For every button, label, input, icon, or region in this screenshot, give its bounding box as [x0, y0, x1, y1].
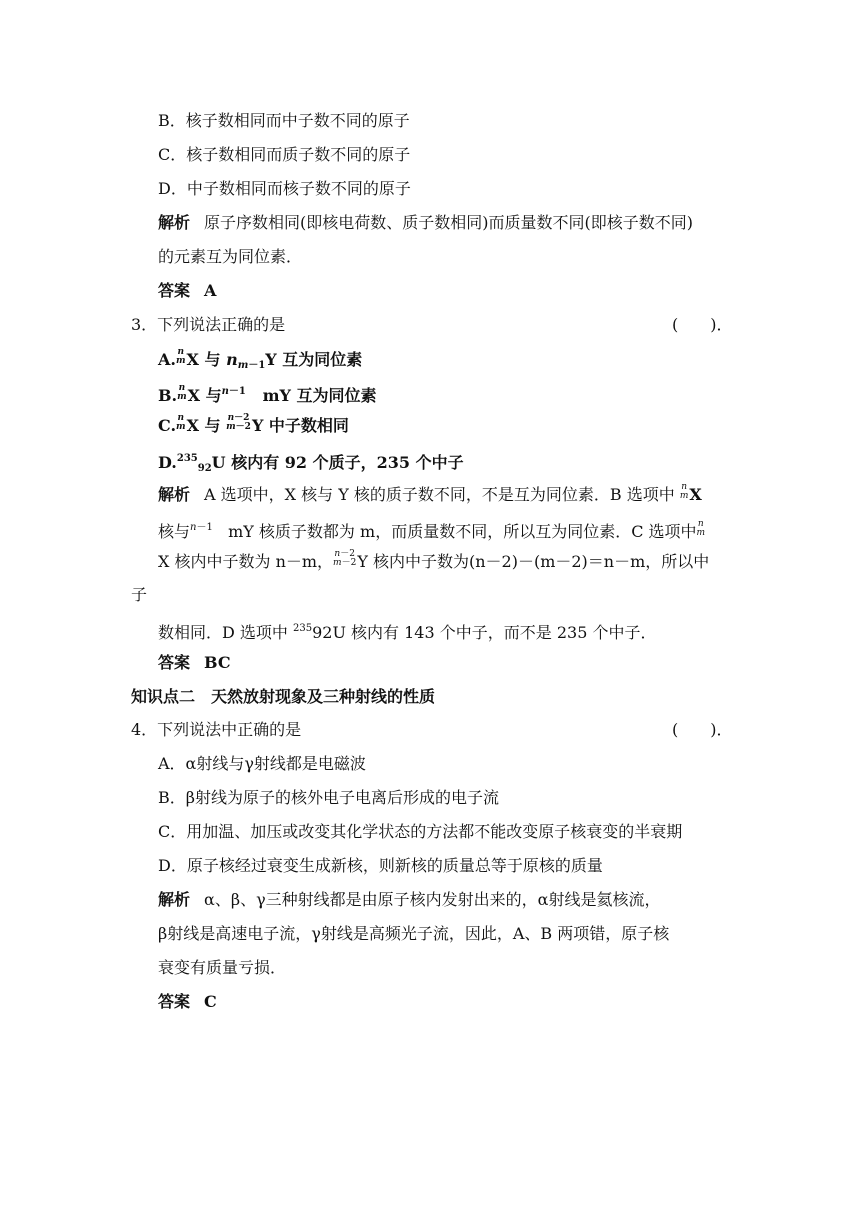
q3-option-a-symbol: X 与	[186, 350, 221, 369]
q2-option-b: B．核子数相同而中子数不同的原子	[158, 111, 410, 130]
q3-analysis-text-3-pre: X 核内中子数为 n－m，	[158, 552, 334, 571]
nuclide-m2-n2: n－2 m－2	[226, 413, 251, 432]
q3-option-a-letter: A.	[158, 350, 176, 369]
q3-analysis-text-2-pre: 核与	[158, 522, 191, 541]
q3-answer-bracket: ( )．	[672, 315, 733, 334]
q3-option-c-symbol: X 与	[186, 416, 221, 435]
nuclide-m2-n2: n－2 m－2	[333, 549, 357, 568]
q2-analysis-line-1	[158, 212, 693, 234]
q3-analysis-text-3: Y 核内中子数为(n－2)－(m－2)＝n－m，所以中	[357, 552, 710, 571]
q2-option-d: D．中子数相同而核子数不同的原子	[158, 179, 411, 198]
nuclide-m-n: n m	[679, 482, 689, 501]
q3-analysis-text-1-end: X	[689, 485, 702, 504]
q3-option-a: A. n m X 与 $n_{m-1}Y$ 互为同位素	[158, 347, 363, 371]
q3-answer-label: 答案	[158, 653, 191, 672]
q2-analysis-label: 解析	[158, 213, 191, 232]
q3-analysis-text-1: A 选项中，X 核与 Y 核的质子数不同，不是互为同位素．B 选项中	[204, 485, 675, 504]
q3-option-b: B. n m X 与$^{n-1}$ mY 互为同位素	[158, 383, 377, 405]
q4-analysis-line-3: 衰变有质量亏损．	[158, 958, 287, 977]
q3-answer-value: BC	[204, 653, 231, 672]
nuclide-m-n: n m	[696, 519, 706, 538]
nuclide-m-n: n m	[175, 347, 186, 366]
q4-option-b: B．β射线为原子的核外电子电离后形成的电子流	[158, 788, 500, 807]
q3-option-d-text: U 核内有 92 个质子，235 个中子	[211, 453, 464, 472]
q2-answer-line	[158, 280, 216, 302]
nuclide-m-n: n m	[176, 413, 186, 432]
section-heading: 知识点二 天然放射现象及三种射线的性质	[131, 687, 436, 706]
q2-answer-value: A	[204, 281, 217, 300]
q3-option-a-text: Y 互为同位素	[265, 350, 363, 369]
q3-option-b-text: mY 互为同位素	[262, 386, 377, 405]
q2-analysis-text-1: 原子序数相同(即核电荷数、质子数相同)而质量数不同(即核子数不同)	[204, 213, 693, 232]
q2-option-c: C．核子数相同而质子数不同的原子	[158, 145, 411, 164]
q3-option-b-symbol: X 与	[187, 386, 222, 405]
q4-option-a: A．α射线与γ射线都是电磁波	[158, 754, 366, 773]
q3-stem: 3．下列说法正确的是	[131, 315, 286, 334]
q4-analysis-line-1	[158, 889, 660, 911]
q3-analysis-line-3	[158, 550, 709, 573]
q3-analysis-label: 解析	[158, 485, 191, 504]
q3-option-c	[158, 414, 349, 437]
q2-answer-label: 答案	[158, 281, 191, 300]
q3-option-d: D.$^{235}_{92}$U 核内有 92 个质子，235 个中子	[158, 453, 464, 474]
q4-answer-label: 答案	[158, 992, 191, 1011]
q4-analysis-line-2: β射线是高速电子流，γ射线是高频光子流，因此，A、B 两项错，原子核	[158, 924, 670, 943]
q4-analysis-text-1: α、β、γ三种射线都是由原子核内发射出来的，α射线是氦核流，	[204, 890, 661, 909]
q3-answer-line	[158, 652, 231, 674]
q4-option-c: C．用加温、加压或改变其化学状态的方法都不能改变原子核衰变的半衰期	[158, 822, 683, 841]
q4-answer-value: C	[204, 992, 217, 1011]
q4-stem: 4．下列说法中正确的是	[131, 720, 302, 739]
q3-option-c-letter: C.	[158, 416, 177, 435]
q3-analysis-line-1	[158, 483, 702, 506]
q4-answer-line	[158, 991, 217, 1013]
q3-option-b-letter: B.	[158, 386, 178, 405]
q3-analysis-text-5-tail: 92U 核内有 143 个中子，而不是 235 个中子．	[312, 623, 657, 642]
q3-analysis-line-4: 子	[131, 585, 148, 604]
q2-analysis-line-2: 的元素互为同位素．	[158, 247, 303, 266]
q3-analysis-line-2: 核与$^{n-1}$ mY 核质子数都为 m，而质量数不同，所以互为同位素．C 选项中 n m	[158, 519, 706, 541]
q3-analysis-text-2: mY 核质子数都为 m，而质量数不同，所以互为同位素．C 选项中	[228, 522, 697, 541]
q3-option-c-text: Y 中子数相同	[251, 416, 349, 435]
q4-answer-bracket: ( )．	[672, 720, 733, 739]
q3-analysis-text-5: 数相同．D 选项中	[158, 623, 288, 642]
q4-option-d: D．原子核经过衰变生成新核，则新核的质量总等于原核的质量	[158, 856, 603, 875]
nuclide-m-n: n m	[177, 383, 187, 402]
q4-analysis-label: 解析	[158, 890, 191, 909]
q3-analysis-line-5: 数相同．D 选项中 $^{235}$92U 核内有 143 个中子，而不是 235 个中子．	[158, 623, 657, 642]
q3-option-d-letter: D.	[158, 453, 177, 472]
